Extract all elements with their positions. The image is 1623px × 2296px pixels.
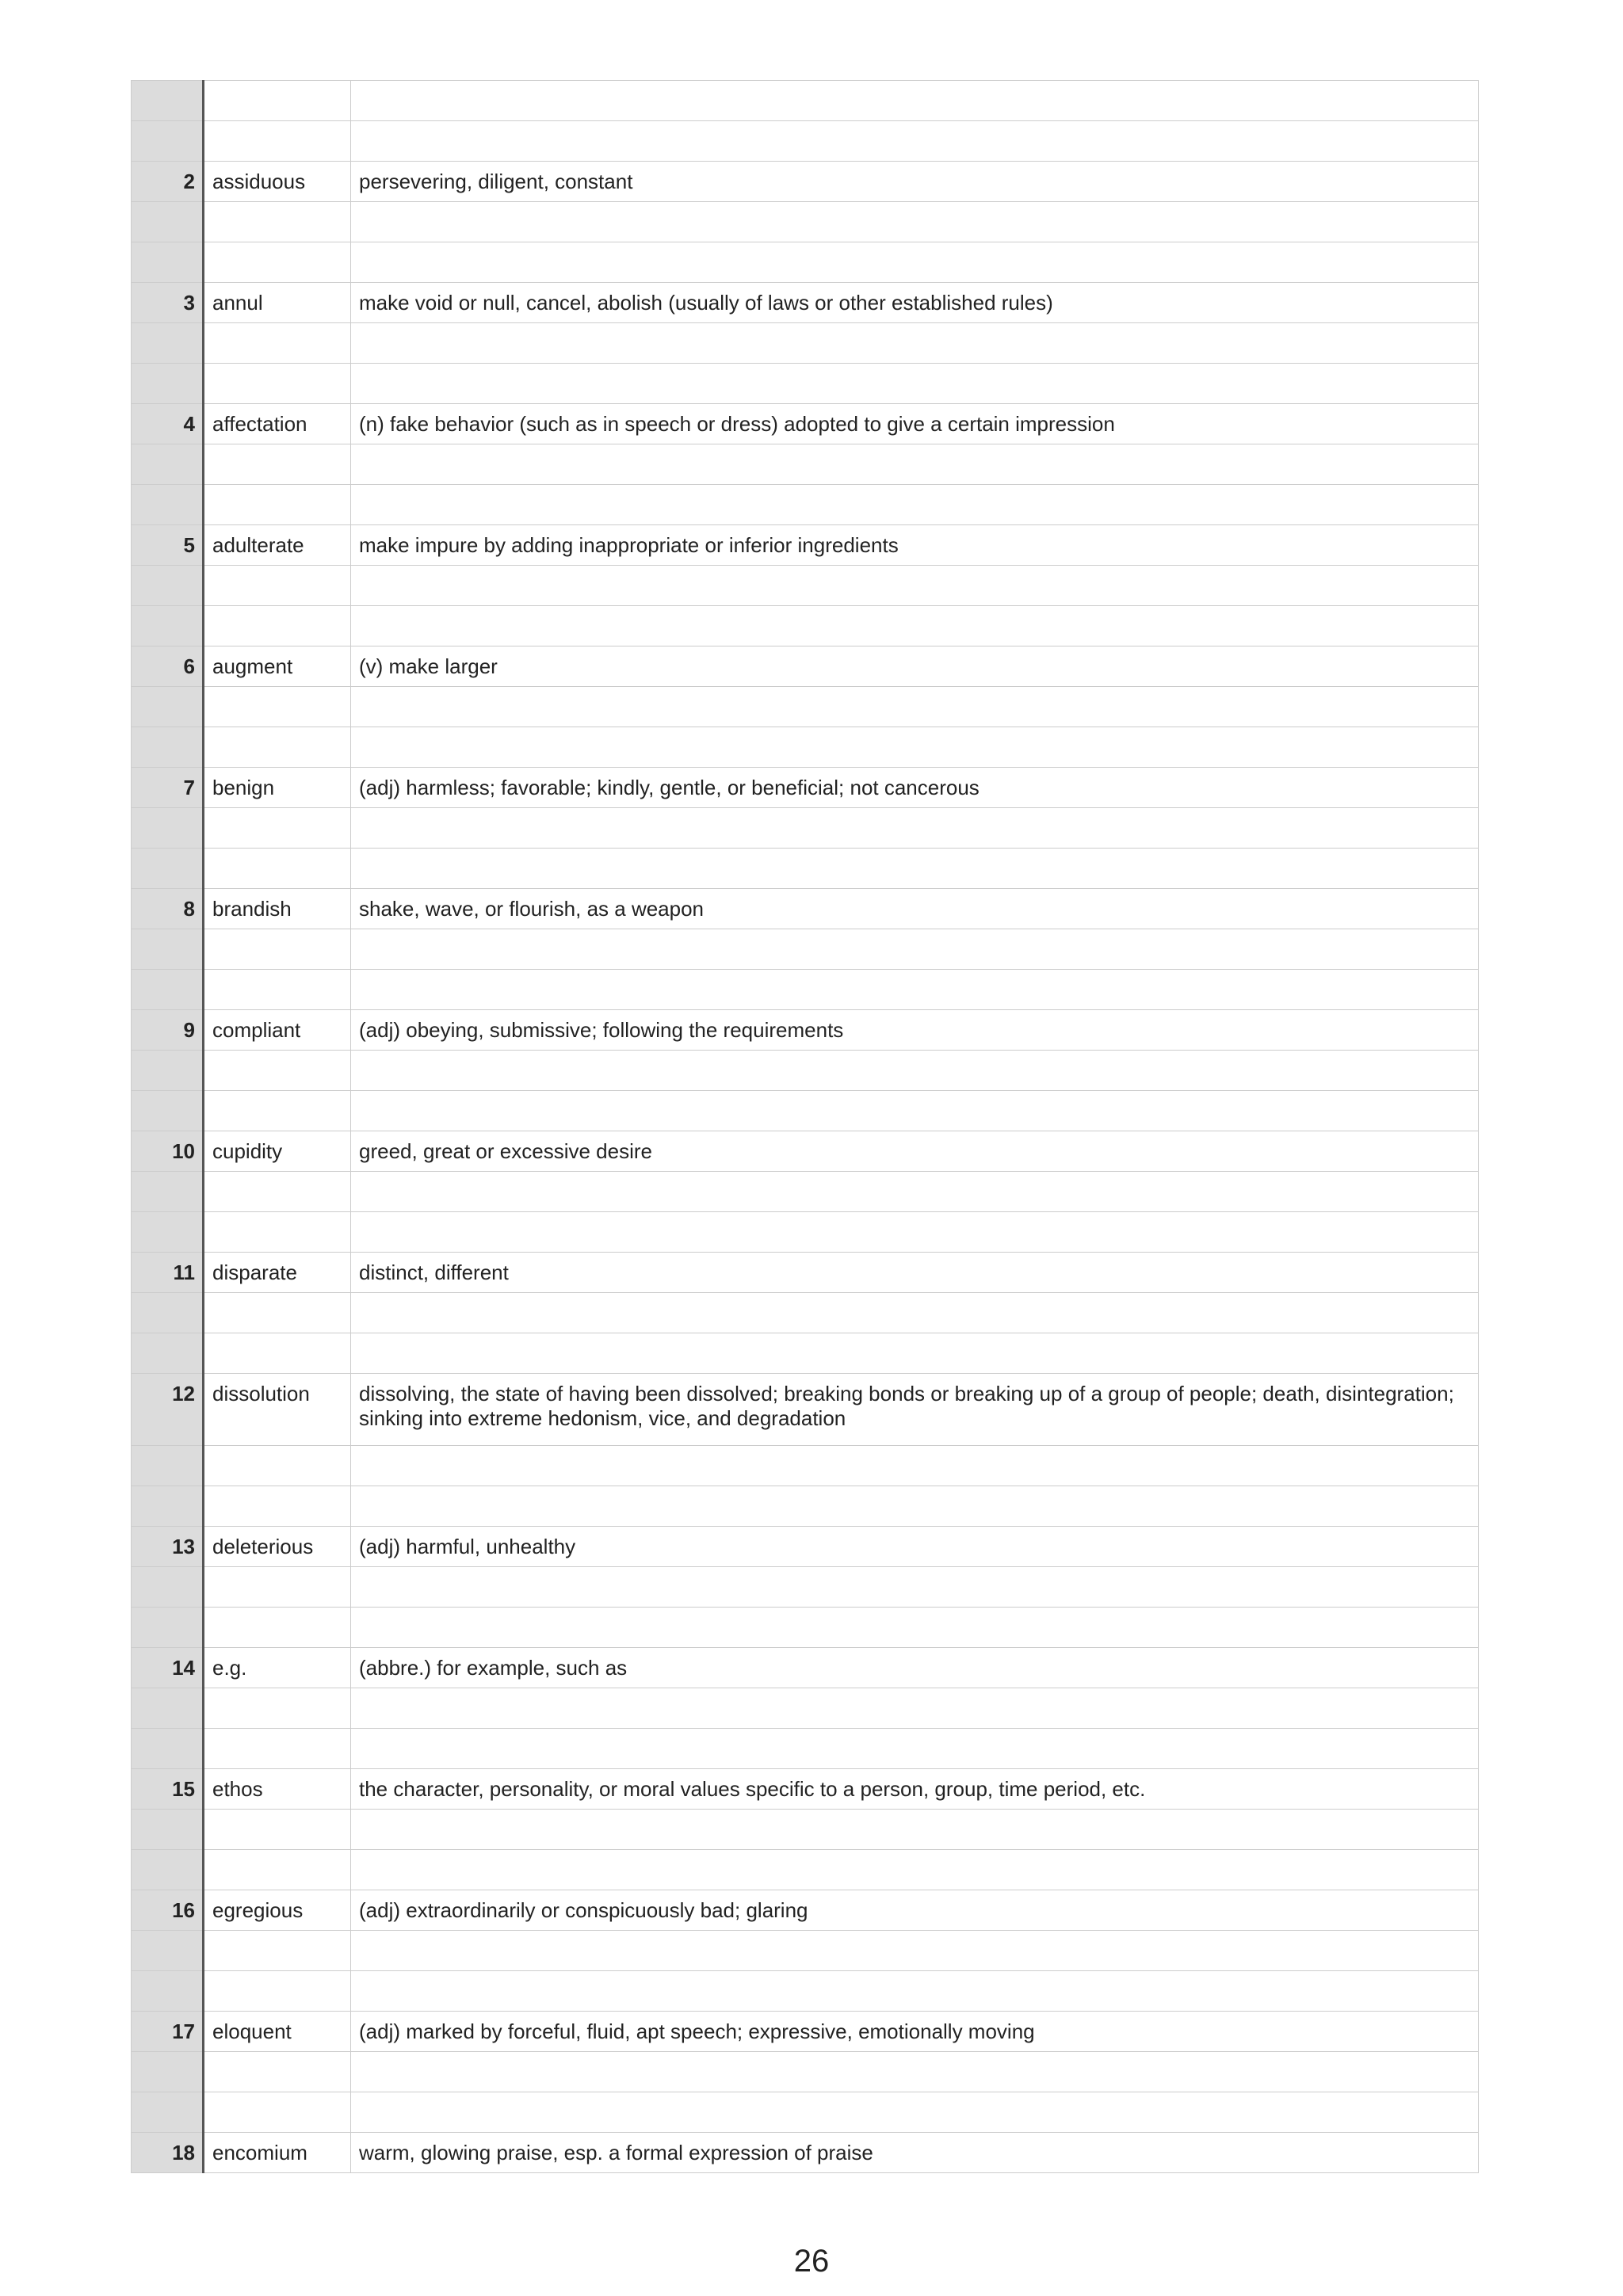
vocab-word: e.g. [204, 1648, 351, 1688]
table-row [132, 1333, 1479, 1374]
vocab-definition: (adj) harmful, unhealthy [351, 1527, 1479, 1567]
vocab-word [204, 970, 351, 1010]
vocab-word [204, 1688, 351, 1729]
row-number [132, 687, 204, 727]
vocab-definition [351, 2092, 1479, 2133]
vocab-word [204, 1172, 351, 1212]
row-number [132, 242, 204, 283]
table-row [132, 606, 1479, 646]
table-row [132, 1648, 1479, 1688]
table-row [132, 1010, 1479, 1051]
vocab-definition [351, 1333, 1479, 1374]
vocab-word [204, 121, 351, 162]
vocab-word: encomium [204, 2133, 351, 2173]
vocab-word [204, 485, 351, 525]
vocab-definition: persevering, diligent, constant [351, 162, 1479, 202]
vocab-word [204, 2092, 351, 2133]
table-row [132, 364, 1479, 404]
vocab-word [204, 202, 351, 242]
vocab-definition [351, 1931, 1479, 1971]
row-number [132, 1212, 204, 1253]
table-row [132, 1486, 1479, 1527]
vocab-definition [351, 242, 1479, 283]
row-number [132, 2052, 204, 2092]
vocab-definition [351, 1810, 1479, 1850]
table-row [132, 929, 1479, 970]
vocab-definition: (abbre.) for example, such as [351, 1648, 1479, 1688]
vocab-word [204, 1333, 351, 1374]
table-row [132, 404, 1479, 444]
row-number [132, 727, 204, 768]
vocab-definition [351, 808, 1479, 849]
vocab-definition [351, 687, 1479, 727]
vocab-definition [351, 1608, 1479, 1648]
row-number [132, 1051, 204, 1091]
row-number [132, 566, 204, 606]
table-row [132, 1890, 1479, 1931]
vocab-word: egregious [204, 1890, 351, 1931]
vocab-definition [351, 1567, 1479, 1608]
vocab-word [204, 1971, 351, 2012]
vocab-definition [351, 1051, 1479, 1091]
vocab-word [204, 849, 351, 889]
vocab-definition: make void or null, cancel, abolish (usually of laws or other established rules) [351, 283, 1479, 323]
table-row [132, 1293, 1479, 1333]
vocabulary-table [131, 80, 1479, 2173]
vocab-word [204, 606, 351, 646]
vocab-definition: (n) fake behavior (such as in speech or dress) adopted to give a certain impression [351, 404, 1479, 444]
vocab-definition [351, 727, 1479, 768]
table-row [132, 687, 1479, 727]
row-number: 8 [132, 889, 204, 929]
row-number [132, 1688, 204, 1729]
vocab-word [204, 242, 351, 283]
row-number [132, 1810, 204, 1850]
row-number [132, 606, 204, 646]
row-number [132, 1293, 204, 1333]
row-number [132, 1446, 204, 1486]
table-row [132, 1091, 1479, 1131]
vocab-definition: dissolving, the state of having been dissolved; breaking bonds or breaking up of a group of people; death, disintegration; sinking into extreme hedonism, vice, and degradation [351, 1374, 1479, 1446]
row-number [132, 1608, 204, 1648]
vocab-definition [351, 606, 1479, 646]
row-number: 2 [132, 162, 204, 202]
table-row [132, 1567, 1479, 1608]
row-number: 18 [132, 2133, 204, 2173]
vocab-definition [351, 970, 1479, 1010]
vocab-word: eloquent [204, 2012, 351, 2052]
vocab-definition: (adj) harmless; favorable; kindly, gentle, or beneficial; not cancerous [351, 768, 1479, 808]
vocab-word: augment [204, 646, 351, 687]
row-number [132, 1567, 204, 1608]
row-number [132, 1486, 204, 1527]
vocab-word: deleterious [204, 1527, 351, 1567]
vocab-word [204, 1810, 351, 1850]
row-number: 11 [132, 1253, 204, 1293]
row-number [132, 1729, 204, 1769]
vocab-word: disparate [204, 1253, 351, 1293]
vocab-definition: shake, wave, or flourish, as a weapon [351, 889, 1479, 929]
row-number [132, 1333, 204, 1374]
table-row [132, 2052, 1479, 2092]
table-row [132, 162, 1479, 202]
row-number [132, 808, 204, 849]
row-number: 5 [132, 525, 204, 566]
vocab-word [204, 81, 351, 121]
row-number [132, 81, 204, 121]
row-number: 6 [132, 646, 204, 687]
table-row [132, 808, 1479, 849]
vocab-word [204, 1729, 351, 1769]
vocab-word [204, 1212, 351, 1253]
table-row [132, 202, 1479, 242]
table-row [132, 323, 1479, 364]
table-row [132, 2012, 1479, 2052]
table-row [132, 1971, 1479, 2012]
vocab-word [204, 1567, 351, 1608]
table-row [132, 2133, 1479, 2173]
row-number [132, 1971, 204, 2012]
row-number [132, 364, 204, 404]
vocab-word: assiduous [204, 162, 351, 202]
vocab-definition: make impure by adding inappropriate or inferior ingredients [351, 525, 1479, 566]
vocab-word [204, 1850, 351, 1890]
table-row [132, 646, 1479, 687]
vocab-definition: (v) make larger [351, 646, 1479, 687]
table-row [132, 1374, 1479, 1446]
row-number [132, 121, 204, 162]
table-row [132, 444, 1479, 485]
vocab-definition [351, 1091, 1479, 1131]
vocab-word [204, 1486, 351, 1527]
vocab-definition [351, 2052, 1479, 2092]
vocab-word: benign [204, 768, 351, 808]
table-row [132, 1931, 1479, 1971]
vocab-word: annul [204, 283, 351, 323]
vocab-word [204, 687, 351, 727]
table-row [132, 849, 1479, 889]
table-row [132, 1729, 1479, 1769]
vocab-word [204, 929, 351, 970]
vocab-word [204, 1608, 351, 1648]
table-row [132, 283, 1479, 323]
row-number: 10 [132, 1131, 204, 1172]
vocab-definition [351, 202, 1479, 242]
vocab-word [204, 323, 351, 364]
row-number: 17 [132, 2012, 204, 2052]
table-row [132, 1131, 1479, 1172]
vocab-word: affectation [204, 404, 351, 444]
vocab-definition [351, 1293, 1479, 1333]
table-row [132, 81, 1479, 121]
vocab-definition: (adj) marked by forceful, fluid, apt speech; expressive, emotionally moving [351, 2012, 1479, 2052]
vocab-definition: warm, glowing praise, esp. a formal expression of praise [351, 2133, 1479, 2173]
row-number: 15 [132, 1769, 204, 1810]
table-row [132, 485, 1479, 525]
row-number: 3 [132, 283, 204, 323]
vocab-word [204, 1446, 351, 1486]
table-row [132, 1527, 1479, 1567]
vocab-word [204, 1051, 351, 1091]
row-number [132, 2092, 204, 2133]
vocab-word [204, 1931, 351, 1971]
table-row [132, 970, 1479, 1010]
page-number: 26 [793, 2244, 830, 2279]
table-row [132, 121, 1479, 162]
vocab-definition: distinct, different [351, 1253, 1479, 1293]
vocab-definition: the character, personality, or moral values specific to a person, group, time period, etc. [351, 1769, 1479, 1810]
table-row [132, 1051, 1479, 1091]
row-number: 12 [132, 1374, 204, 1446]
row-number [132, 202, 204, 242]
table-row [132, 1253, 1479, 1293]
table-row [132, 1608, 1479, 1648]
table-row [132, 1769, 1479, 1810]
vocabulary-table-body [132, 81, 1479, 2173]
table-row [132, 1172, 1479, 1212]
vocab-word [204, 727, 351, 768]
vocab-word [204, 364, 351, 404]
vocab-definition [351, 1971, 1479, 2012]
vocab-word: compliant [204, 1010, 351, 1051]
row-number [132, 1172, 204, 1212]
table-row [132, 1446, 1479, 1486]
vocab-definition [351, 1212, 1479, 1253]
vocab-definition [351, 323, 1479, 364]
vocab-word: brandish [204, 889, 351, 929]
table-row [132, 1810, 1479, 1850]
row-number [132, 323, 204, 364]
vocab-definition [351, 1446, 1479, 1486]
vocab-word: adulterate [204, 525, 351, 566]
vocab-definition [351, 849, 1479, 889]
table-row [132, 242, 1479, 283]
vocab-definition [351, 485, 1479, 525]
table-row [132, 1212, 1479, 1253]
vocab-definition: (adj) extraordinarily or conspicuously bad; glaring [351, 1890, 1479, 1931]
vocab-word [204, 808, 351, 849]
vocab-definition [351, 364, 1479, 404]
row-number [132, 1931, 204, 1971]
row-number [132, 485, 204, 525]
vocab-word [204, 2052, 351, 2092]
vocab-definition [351, 1688, 1479, 1729]
table-row [132, 1850, 1479, 1890]
vocab-word [204, 1091, 351, 1131]
table-row [132, 2092, 1479, 2133]
vocab-definition [351, 1729, 1479, 1769]
vocab-word [204, 1293, 351, 1333]
row-number [132, 849, 204, 889]
row-number: 16 [132, 1890, 204, 1931]
table-row [132, 1688, 1479, 1729]
vocab-definition [351, 121, 1479, 162]
row-number: 14 [132, 1648, 204, 1688]
vocab-word: dissolution [204, 1374, 351, 1446]
vocab-word: ethos [204, 1769, 351, 1810]
vocab-definition [351, 929, 1479, 970]
vocab-definition: greed, great or excessive desire [351, 1131, 1479, 1172]
vocab-definition [351, 444, 1479, 485]
row-number: 4 [132, 404, 204, 444]
vocab-definition [351, 1172, 1479, 1212]
table-row [132, 889, 1479, 929]
vocab-definition [351, 81, 1479, 121]
row-number [132, 929, 204, 970]
vocab-word [204, 444, 351, 485]
row-number: 7 [132, 768, 204, 808]
vocab-definition: (adj) obeying, submissive; following the requirements [351, 1010, 1479, 1051]
table-row [132, 525, 1479, 566]
vocab-definition [351, 566, 1479, 606]
row-number [132, 970, 204, 1010]
row-number [132, 1091, 204, 1131]
table-row [132, 566, 1479, 606]
vocab-word [204, 566, 351, 606]
row-number [132, 1850, 204, 1890]
row-number: 9 [132, 1010, 204, 1051]
table-row [132, 768, 1479, 808]
row-number: 13 [132, 1527, 204, 1567]
table-row [132, 727, 1479, 768]
vocab-definition [351, 1850, 1479, 1890]
row-number [132, 444, 204, 485]
vocab-word: cupidity [204, 1131, 351, 1172]
vocab-definition [351, 1486, 1479, 1527]
